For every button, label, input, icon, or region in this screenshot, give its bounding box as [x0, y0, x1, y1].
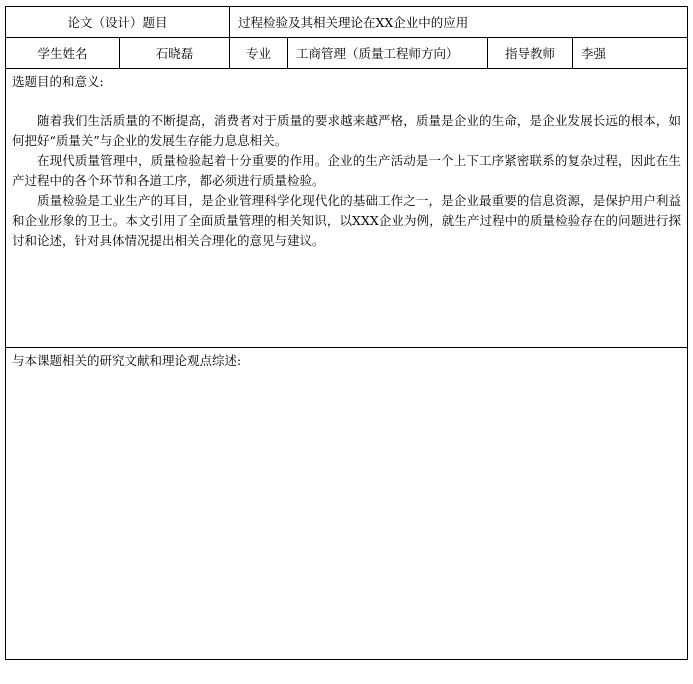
purpose-label: 选题目的和意义: — [12, 74, 104, 89]
info-row — [6, 37, 687, 68]
proposal-form — [5, 6, 688, 660]
major-label: 专业 — [229, 38, 287, 68]
purpose-paragraph: 质量检验是工业生产的耳目，是企业管理科学化现代化的基础工作之一，是企业最重要的信息资源，是保护用户利益和企业形象的卫士。本文引用了全面质量管理的相关知识，以XXX企业为例，就生产过程中的质量检验存在的问题进行探讨和论述，针对具体情况提出相关合理化的意见与建议。 — [12, 193, 681, 248]
student-label: 学生姓名 — [37, 46, 88, 61]
purpose-paragraph: 随着我们生活质量的不断提高，消费者对于质量的要求越来越严格，质量是企业的生命，是企业发展长远的根本，如何把好“质量关”与企业的发展生存能力息息相关。 — [12, 113, 681, 148]
literature-label: 与本课题相关的研究文献和理论观点综述: — [12, 353, 242, 368]
title-value: 过程检验及其相关理论在XX企业中的应用 — [229, 7, 687, 37]
major-value: 工商管理（质量工程师方向） — [287, 38, 487, 68]
advisor-label: 指导教师 — [487, 38, 572, 68]
purpose-section — [6, 68, 687, 347]
student-value: 石晓磊 — [119, 38, 229, 68]
advisor-value: 李强 — [572, 38, 687, 68]
literature-section — [6, 347, 687, 659]
purpose-paragraph: 在现代质量管理中，质量检验起着十分重要的作用。企业的生产活动是一个上下工序紧密联系的复杂过程，因此在生产过程中的各个环节和各道工序，都必须进行质量检验。 — [12, 153, 681, 188]
title-row — [6, 7, 687, 37]
title-label: 论文（设计）题目 — [67, 15, 168, 30]
